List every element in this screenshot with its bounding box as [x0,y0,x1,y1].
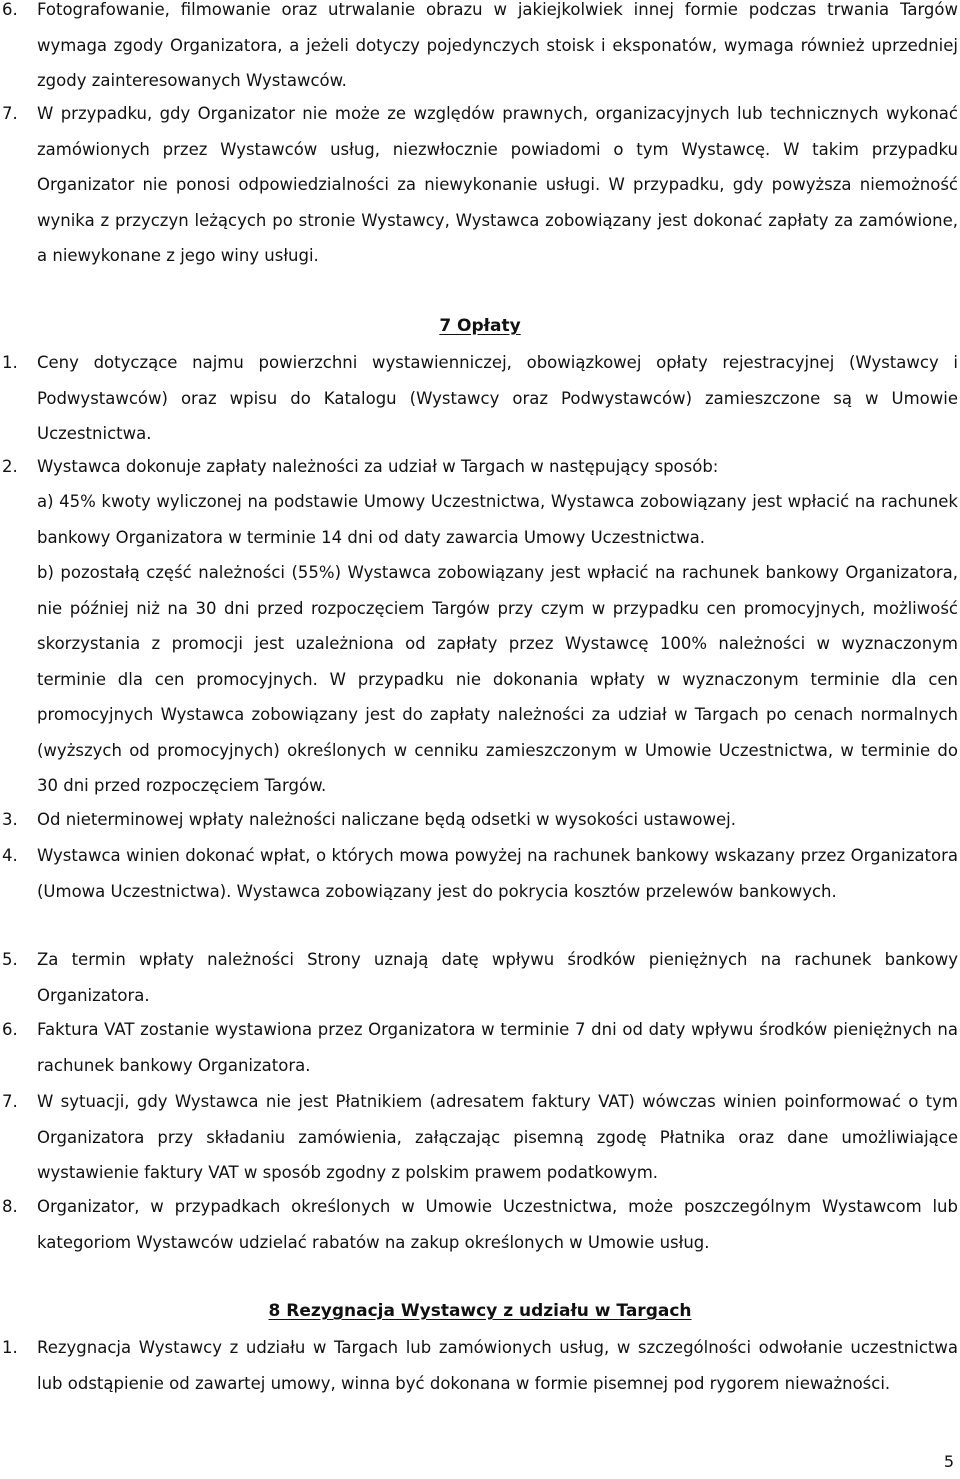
item-number: 3. [2,810,18,829]
item-number: 4. [2,846,18,865]
section-heading [0,316,960,336]
item-number: 6. [2,1020,18,1039]
item-text: W przypadku, gdy Organizator nie może ze względów prawnych, organizacyjnych lub technicznych wykonać zamówionych przez Wystawców usług, niezwłocznie powiadomi o tym Wystawcę. W takim przypadku Organizator nie ponosi odpowiedzialności za niewykonanie usługi. W przypadku, gdy powyższa niemożność wynika z przyczyn leżących po stronie Wystawcy, Wystawca zobowiązany jest dokonać zapłaty za zamówione, a niewykonane z jego winy usługi. [37,104,958,265]
sub-item-b: b) pozostałą część należności (55%) Wystawca zobowiązany jest wpłacić na rachunek bankowy Organizatora, nie później niż na 30 dni przed rozpoczęciem Targów przy czym w przypadku cen promocyjnych, możliwość skorzystania z promocji jest uzależniona od zapłaty przez Wystawcę 100% należności w wyznaczonym terminie dla cen promocyjnych. W przypadku nie dokonania wpłaty w wyznaczonym terminie dla cen promocyjnych Wystawca zobowiązany jest do zapłaty należności za udział w Targach po cenach normalnych (wyższych od promocyjnych) określonych w cenniku zamieszczonym w Umowie Uczestnictwa, w terminie do 30 dni przed rozpoczęciem Targów. [37,563,958,795]
item-text: Ceny dotyczące najmu powierzchni wystawienniczej, obowiązkowej opłaty rejestracyjnej (Wystawcy i Podwystawców) oraz wpisu do Katalogu (Wystawcy oraz Podwystawców) zamieszczone są w Umowie Uczestnictwa. [37,353,958,443]
item-text: Faktura VAT zostanie wystawiona przez Organizatora w terminie 7 dni od daty wpływu środków pieniężnych na rachunek bankowy Organizatora. [37,1020,958,1075]
item-number: 1. [2,1338,18,1357]
section-heading-text: 8 Rezygnacja Wystawcy z udziału w Targach [268,1301,692,1321]
item-text: Fotografowanie, filmowanie oraz utrwalanie obrazu w jakiejkolwiek innej formie podczas trwania Targów wymaga zgody Organizatora, a jeżeli dotyczy pojedynczych stoisk i eksponatów, wymaga również uprzedniej zgody zainteresowanych Wystawców. [37,0,958,90]
item-number: 2. [2,457,18,476]
item-text: Rezygnacja Wystawcy z udziału w Targach lub zamówionych usług, w szczególności odwołanie uczestnictwa lub odstąpienie od zawartej umowy, winna być dokonana w formie pisemnej pod rygorem nieważności. [37,1338,958,1393]
item-text: Organizator, w przypadkach określonych w Umowie Uczestnictwa, może poszczególnym Wystawcom lub kategoriom Wystawców udzielać rabatów na zakup określonych w Umowie usług. [37,1197,958,1252]
sub-item-a: a) 45% kwoty wyliczonej na podstawie Umowy Uczestnictwa, Wystawca zobowiązany jest wpłacić na rachunek bankowy Organizatora w terminie 14 dni od daty zawarcia Umowy Uczestnictwa. [37,492,958,547]
item-number: 7. [2,104,18,123]
item-text: Wystawca winien dokonać wpłat, o których mowa powyżej na rachunek bankowy wskazany przez Organizatora (Umowa Uczestnictwa). Wystawca zobowiązany jest do pokrycia kosztów przelewów bankowych. [37,846,958,901]
item-text: Za termin wpłaty należności Strony uznają datę wpływu środków pieniężnych na rachunek bankowy Organizatora. [37,950,958,1005]
item-text: Wystawca dokonuje zapłaty należności za udział w Targach w następujący sposób: [37,457,719,476]
page-number: 5 [943,1452,954,1471]
item-text: Od nieterminowej wpłaty należności naliczane będą odsetki w wysokości ustawowej. [37,810,736,829]
item-number: 7. [2,1092,18,1111]
item-number: 1. [2,353,18,372]
item-text: W sytuacji, gdy Wystawca nie jest Płatnikiem (adresatem faktury VAT) wówczas winien poinformować o tym Organizatora przy składaniu zamówienia, załączając pisemną zgodę Płatnika oraz dane umożliwiające wystawienie faktury VAT w sposób zgodny z polskim prawem podatkowym. [37,1092,958,1182]
item-number: 5. [2,950,18,969]
item-number: 6. [2,0,18,19]
section-heading-text: 7 Opłaty [439,316,521,336]
item-number: 8. [2,1197,18,1216]
section-heading [0,1301,960,1321]
